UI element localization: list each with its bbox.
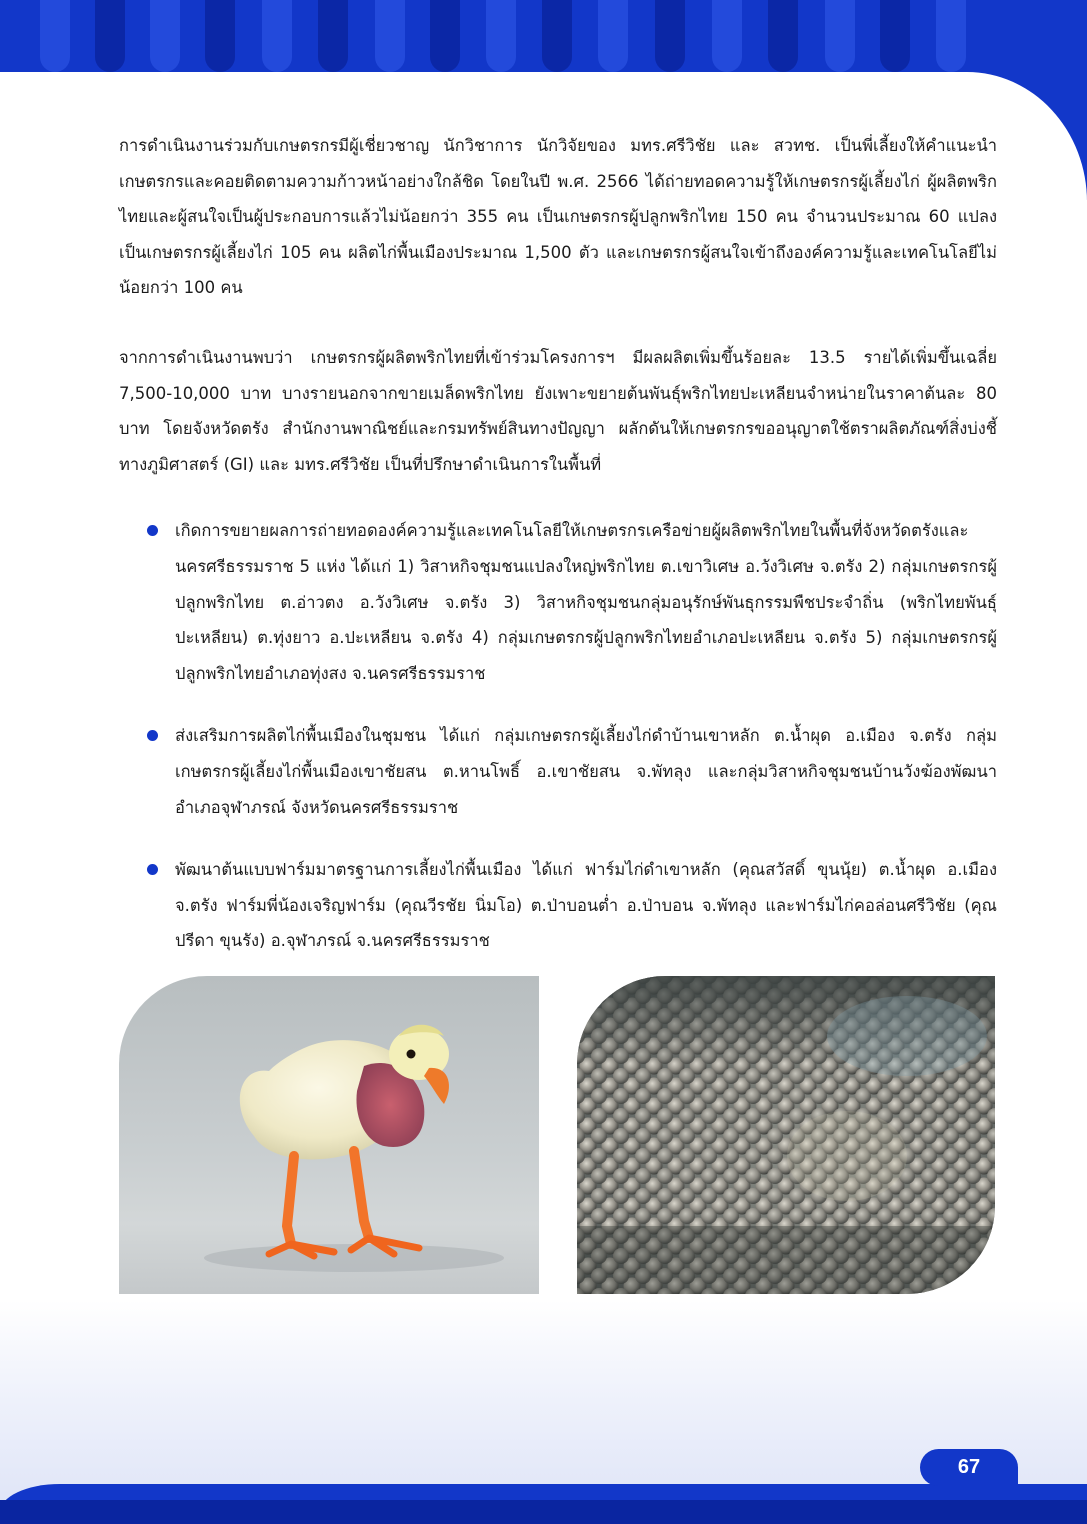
- bullet-icon: [147, 864, 158, 875]
- bullet-item: [119, 513, 997, 691]
- banner-stripe: [430, 0, 460, 72]
- bullet-list: [119, 513, 997, 959]
- bullet-item: [119, 718, 997, 825]
- chick-photo: [119, 976, 539, 1294]
- bullet-icon: [147, 730, 158, 741]
- chick-illustration: [119, 976, 539, 1294]
- bullet-text: เกิดการขยายผลการถ่ายทอดองค์ความรู้และเทคโนโลยีให้เกษตรกรเครือข่ายผู้ผลิตพริกไทยในพื้นที่จังหวัดตรังและนครศรีธรรมราช 5 แห่ง ได้แก่ 1) วิสาหกิจชุมชนแปลงใหญ่พริกไทย ต.เขาวิเศษ อ.วังวิเศษ จ.ตรัง 2) กลุ่มเกษตรกรผู้ปลูกพริกไทย ต.อ่าวตง อ.วังวิเศษ จ.ตรัง 3) วิสาหกิจชุมชนกลุ่มอนุรักษ์พันธุกรรมพืชประจำถิ่น (พริกไทยพันธุ์ปะเหลียน) ต.ทุ่งยาว อ.ปะเหลียน จ.ตรัง 4) กลุ่มเกษตรกรผู้ปลูกพริกไทยอำเภอปะเหลียน จ.ตรัง 5) กลุ่มเกษตรกรผู้ปลูกพริกไทยอำเภอทุ่งสง จ.นครศรีธรรมราช: [175, 521, 997, 683]
- body-content: [119, 128, 997, 986]
- pepper-seeds-photo: [577, 976, 995, 1294]
- banner-stripe: [655, 0, 685, 72]
- banner-stripe: [375, 0, 405, 72]
- banner-stripe: [936, 0, 966, 72]
- bullet-item: [119, 852, 997, 959]
- bullet-text: พัฒนาต้นแบบฟาร์มมาตรฐานการเลี้ยงไก่พื้นเมือง ได้แก่ ฟาร์มไก่ดำเขาหลัก (คุณสวัสดิ์ ขุนนุ้ย) ต.น้ำผุด อ.เมือง จ.ตรัง ฟาร์มพี่น้องเจริญฟาร์ม (คุณวีรชัย นิ่มโอ) ต.ป่าบอนต่ำ อ.ป่าบอน จ.พัทลุง และฟาร์มไก่คอล่อนศรีวิชัย (คุณปรีดา ขุนรัง) อ.จุฬาภรณ์ จ.นครศรีธรรมราช: [175, 860, 997, 951]
- footer-bar-dark: [0, 1500, 1087, 1524]
- banner-stripe: [318, 0, 348, 72]
- header-banner: [0, 0, 1087, 72]
- paragraph: การดำเนินงานร่วมกับเกษตรกรมีผู้เชี่ยวชาญ นักวิชาการ นักวิจัยของ มทร.ศรีวิชัย และ สวทช. เป็นพี่เลี้ยงให้คำแนะนำเกษตรกรและคอยติดตามความก้าวหน้าอย่างใกล้ชิด โดยในปี พ.ศ. 2566 ได้ถ่ายทอดความรู้ให้เกษตรกรผู้เลี้ยงไก่ ผู้ผลิตพริกไทยและผู้สนใจเป็นผู้ประกอบการแล้วไม่น้อยกว่า 355 คน เป็นเกษตรกรผู้ปลูกพริกไทย 150 คน จำนวนประมาณ 60 แปลง เป็นเกษตรกรผู้เลี้ยงไก่ 105 คน ผลิตไก่พื้นเมืองประมาณ 1,500 ตัว และเกษตรกรผู้สนใจเข้าถึงองค์ความรู้และเทคโนโลยีไม่น้อยกว่า 100 คน: [119, 136, 997, 298]
- banner-stripe: [262, 0, 292, 72]
- banner-stripe: [205, 0, 235, 72]
- banner-stripe: [40, 0, 70, 72]
- banner-stripe: [486, 0, 516, 72]
- bullet-text: ส่งเสริมการผลิตไก่พื้นเมืองในชุมชน ได้แก่ กลุ่มเกษตรกรผู้เลี้ยงไก่ดำบ้านเขาหลัก ต.น้ำผุด อ.เมือง จ.ตรัง กลุ่มเกษตรกรผู้เลี้ยงไก่พื้นเมืองเขาชัยสน ต.หานโพธิ์ อ.เขาชัยสน จ.พัทลุง และกลุ่มวิสาหกิจชุมชนบ้านวังฆ้องพัฒนา อำเภอจุฬาภรณ์ จังหวัดนครศรีธรรมราช: [175, 726, 997, 817]
- banner-stripe: [825, 0, 855, 72]
- seeds-illustration: [577, 976, 995, 1294]
- banner-stripe: [542, 0, 572, 72]
- banner-stripe: [598, 0, 628, 72]
- banner-stripe: [150, 0, 180, 72]
- banner-stripe: [880, 0, 910, 72]
- banner-stripe: [712, 0, 742, 72]
- paragraph: จากการดำเนินงานพบว่า เกษตรกรผู้ผลิตพริกไทยที่เข้าร่วมโครงการฯ มีผลผลิตเพิ่มขึ้นร้อยละ 13.5 รายได้เพิ่มขึ้นเฉลี่ย 7,500-10,000 บาท บางรายนอกจากขายเมล็ดพริกไทย ยังเพาะขยายต้นพันธุ์พริกไทยปะเหลียนจำหน่ายในราคาต้นละ 80 บาท โดยจังหวัดตรัง สำนักงานพาณิชย์และกรมทรัพย์สินทางปัญญา ผลักดันให้เกษตรกรขออนุญาตใช้ตราผลิตภัณฑ์สิ่งบ่งชี้ทางภูมิศาสตร์ (GI) และ มทร.ศรีวิชัย เป็นที่ปรึกษาดำเนินการในพื้นที่: [119, 347, 997, 474]
- banner-stripe: [768, 0, 798, 72]
- banner-stripe: [95, 0, 125, 72]
- page-number: 67: [920, 1449, 1018, 1486]
- bullet-icon: [147, 525, 158, 536]
